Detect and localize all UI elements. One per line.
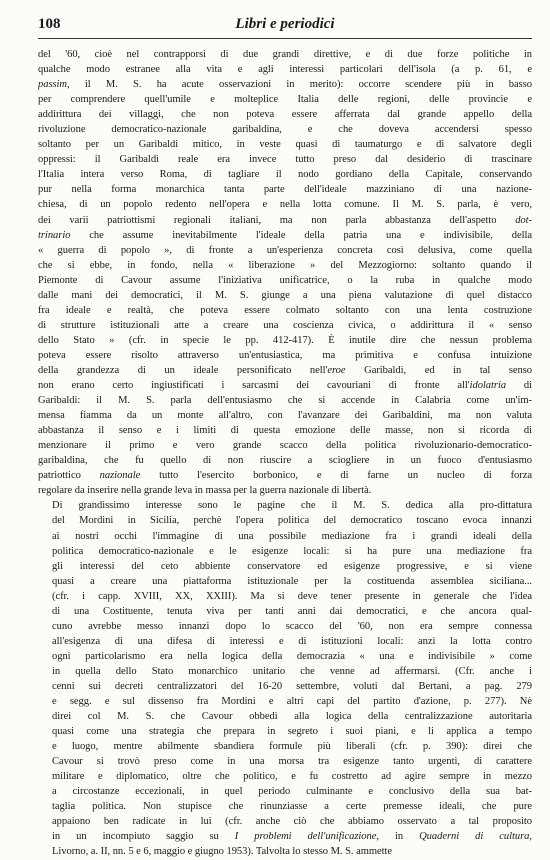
text-line: [38, 438, 532, 453]
text-line: [38, 559, 532, 574]
text-line: [38, 513, 532, 528]
text-line: [38, 303, 532, 318]
text-line: [38, 363, 532, 378]
text-segment: dei varii patriottismi regionali italiani, ma non parla abbastanza dell'aspetto: [38, 214, 516, 226]
text-segment: trinario: [38, 229, 71, 241]
text-line: [38, 122, 532, 137]
text-segment: oppressi: il Garibaldi reale era invece tutto preso dal desiderio di trascinare: [38, 154, 532, 166]
text-segment: ai nostri occhi l'immagine di una possibile mediazione fra i grandi ideali della: [52, 530, 532, 542]
text-line: [38, 273, 532, 288]
text-segment: pur nella forma monarchica tanta parte dell'ideale mazziniano di una nazione-: [38, 184, 532, 196]
text-segment: rivoluzione democratico-nazionale garibaldina, e che doveva accendersi spesso: [38, 124, 532, 136]
text-segment: del '60, cioè nel contrapporsi di due grandi direttive, e di due forze politiche in: [38, 49, 532, 60]
text-line: [38, 348, 532, 363]
text-segment: idolatria: [469, 380, 507, 392]
text-segment: dello Stato » (cfr. in specie le pp. 412-417). È inutile dire che nessun problema: [38, 334, 532, 346]
text-segment: che assume inevitabilmente l'ideale della patria una e indivisibile, della: [70, 229, 532, 241]
text-line: [38, 333, 532, 348]
text-segment: militare e diplomatico, oltre che politico, e fu costretto ad agire sempre in mezzo: [52, 771, 532, 783]
text-segment: Cavour si trovò preso come in una morsa tra esigenze tanto urgenti, di carattere: [52, 756, 532, 768]
text-line: [38, 318, 532, 333]
text-segment: quasi a creare una piattaforma istituzionale per la costituenda assemblea siciliana...: [52, 575, 532, 587]
text-segment: passim: [38, 79, 68, 91]
text-line: [38, 739, 532, 754]
text-segment: abbastanza il senso e i limiti di questa emozione delle masse, non si ricorda di: [38, 425, 532, 437]
article-body: [38, 47, 532, 860]
text-segment: e luogo, mentre abilmente sbandiera formule più liberali (cfr. p. 390): direi che: [52, 741, 532, 753]
text-segment: gli interessi del ceto abbiente conservatore ed esigenze progressive, e si viene: [52, 560, 532, 572]
text-segment: di una Costituente, tenuta viva per tanti anni dai democratici, e che ancora qual-: [52, 605, 532, 617]
text-segment: Garibaldi: il M. S. parla dell'entusiasmo che si accende in Calabria come un'im-: [38, 395, 532, 407]
text-segment: di strutture istituzionali atte a creare una coscienza civica, o addirittura il « senso: [38, 319, 532, 331]
text-line: [38, 604, 532, 619]
text-segment: tutto l'esercito borbonico, e di farne un nucleo di forza: [140, 470, 532, 482]
text-segment: I problemi dell'unificazione: [234, 831, 377, 843]
text-line: [38, 152, 532, 167]
text-segment: dot-: [515, 214, 532, 226]
text-segment: cenni sui decreti centralizzatori del 16-20 settembre, voluti dal Bertani, a pag. 279: [52, 680, 532, 692]
text-segment: patriottico: [38, 470, 100, 482]
text-line: [38, 769, 532, 784]
text-segment: a circostanze eccezionali, in quel periodo culminante e conclusivo della sua bat-: [52, 786, 532, 798]
text-segment: non erano certo ingiustificati i sarcasmi dei cavouriani di fronte all': [38, 380, 470, 392]
text-line: [38, 829, 532, 844]
text-segment: che si ebbe, in fondo, nella « liberazione » del Mezzogiorno: soltanto quando il: [38, 259, 532, 271]
text-segment: in quella dello Stato monarchico unitario che venne ad affermarsi. (Cfr. anche i: [52, 665, 532, 677]
text-line: [38, 47, 532, 62]
text-segment: dalle mani dei democratici, il M. S. giunge a una piena valutazione di quel distacco: [38, 289, 532, 301]
text-segment: del Mordini in Sicilia, perchè l'opera politica del democratico toscano evoca innanzi: [52, 515, 532, 527]
text-segment: Quaderni di cultura,: [419, 831, 532, 843]
text-line: [38, 77, 532, 92]
text-line: [38, 619, 532, 634]
text-line: [38, 408, 532, 423]
text-segment: addirittura dei villaggi, che non poteva essere afferrata dal grande appello della: [38, 109, 532, 121]
text-segment: nazionale: [99, 470, 141, 482]
text-line: [38, 544, 532, 559]
text-line: [38, 784, 532, 799]
text-line: [38, 724, 532, 739]
text-line: [38, 213, 532, 228]
text-line: [38, 167, 532, 182]
text-line: [38, 754, 532, 769]
text-segment: all'esigenza di una difesa di interessi e di istituzioni locali: anzi la lotta contro: [52, 635, 532, 647]
text-line: [38, 799, 532, 814]
text-segment: taglia politica. Non stupisce che rinunziasse a certe premesse ideali, che pure: [52, 801, 532, 813]
text-line: [38, 197, 532, 212]
text-segment: garibaldina, che fu quello di non riuscire a sciogliere in un fuoco d'entusiasmo: [38, 455, 532, 467]
text-segment: poteva essere risolto attraverso un'entusiastica, ma primitiva e confusa intuizione: [38, 349, 532, 361]
text-line: [38, 107, 532, 122]
text-segment: della grandezza di un ideale personificato nell': [38, 364, 328, 376]
text-segment: quasi come una strategia che prepara in segreto i suoi piani, e li applica a tempo: [52, 726, 532, 738]
text-segment: direi col M. S. che Cavour obbedì alla logica della centralizzazione autoritaria: [52, 711, 532, 723]
text-segment: Piemonte di Cavour assume l'iniziativa unificatrice, o la ruba in qualche modo: [38, 274, 532, 286]
text-segment: ogni particolarismo era nella logica della democrazia « una e indivisibile » come: [52, 650, 532, 662]
text-line: [38, 844, 532, 859]
paragraph: [38, 47, 532, 498]
text-segment: e segg. e sul dissenso fra Mordini e altri capi del partito d'azione, p. 277). Nè: [52, 696, 532, 708]
text-segment: di: [506, 380, 532, 392]
text-line: [38, 453, 532, 468]
text-segment: chiesa, di un popolo redento nell'opera e nella lotta comune. Il M. S. parla, è vero,: [38, 199, 532, 211]
text-line: [38, 378, 532, 393]
text-segment: politica democratico-nazionale e le esigenze locali: si ha pure una mediazione fra: [52, 545, 532, 557]
text-line: [38, 288, 532, 303]
text-segment: , il M. S. ha acute osservazioni in merito): occorre scendere più in basso: [67, 79, 532, 91]
text-segment: Di grandissimo interesse sono le pagine che il M. S. dedica alla pro-dittatura: [52, 500, 532, 512]
text-line: [38, 423, 532, 438]
text-segment: Garibaldi, ed in tal senso: [345, 364, 532, 376]
text-line: [38, 483, 532, 498]
text-line: [38, 258, 532, 273]
text-line: [38, 92, 532, 107]
text-line: [38, 649, 532, 664]
text-line: [38, 589, 532, 604]
text-segment: l'Italia intera verso Roma, di tagliare il nodo gordiano della Capitale, conservando: [38, 169, 532, 181]
text-line: [38, 498, 532, 513]
text-segment: (cfr. i capp. XVIII, XX, XXIII). Ma si deve tener presente in generale che l'idea: [52, 590, 532, 602]
text-line: [38, 468, 532, 483]
text-segment: per comprendere quell'umile e molteplice Italia delle regioni, delle provincie e: [38, 94, 532, 106]
text-line: [38, 574, 532, 589]
text-segment: menzionare il primo e vero grande scacco della politica rivoluzionario-democratico-: [38, 440, 532, 452]
text-segment: Livorno, a. II, nn. 5 e 6, maggio e giugno 1953). Talvolta lo stesso M. S. ammette: [52, 846, 393, 858]
text-line: [38, 228, 532, 243]
text-segment: fra ideale e realtà, che poteva essere colmato soltanto con una lenta costruzione: [38, 304, 532, 316]
text-segment: « guerra di popolo », di fronte a un'esperienza concreta così delusiva, come quella: [38, 244, 532, 256]
text-segment: regolare da inserire nella grande leva in massa per la guerra nazionale di libertà.: [38, 485, 372, 497]
text-segment: cuno avrebbe messo innanzi dopo lo scacco del '60, non era sempre connessa: [52, 620, 532, 632]
text-line: [38, 529, 532, 544]
paragraph: [38, 498, 532, 859]
text-line: [38, 709, 532, 724]
text-segment: qualche modo estranee alla vita e agli interessi particolari dell'isola (a p. 61, e: [38, 64, 532, 76]
text-segment: appaiono ben radicate in lui (cfr. anche ciò che abbiamo osservato a tal proposito: [52, 816, 532, 828]
text-line: [38, 137, 532, 152]
text-line: [38, 243, 532, 258]
text-segment: , in: [376, 831, 420, 843]
running-title: Libri e periodici: [235, 16, 335, 32]
page-header: [38, 16, 532, 39]
text-line: [38, 393, 532, 408]
text-segment: in un incompiuto saggio su: [52, 831, 235, 843]
text-line: [38, 679, 532, 694]
text-segment: eroe: [327, 364, 346, 376]
text-line: [38, 664, 532, 679]
text-line: [38, 694, 532, 709]
text-line: [38, 814, 532, 829]
text-line: [38, 62, 532, 77]
text-line: [38, 634, 532, 649]
page-number: 108: [38, 16, 61, 32]
text-line: [38, 182, 532, 197]
text-segment: mensa fiamma da un monte all'altro, con l'avanzare dei Garibaldini, ma non valuta: [38, 410, 532, 422]
text-segment: soltanto per un Garibaldi mitico, in veste quasi di taumaturgo e di salvatore degli: [38, 139, 532, 151]
